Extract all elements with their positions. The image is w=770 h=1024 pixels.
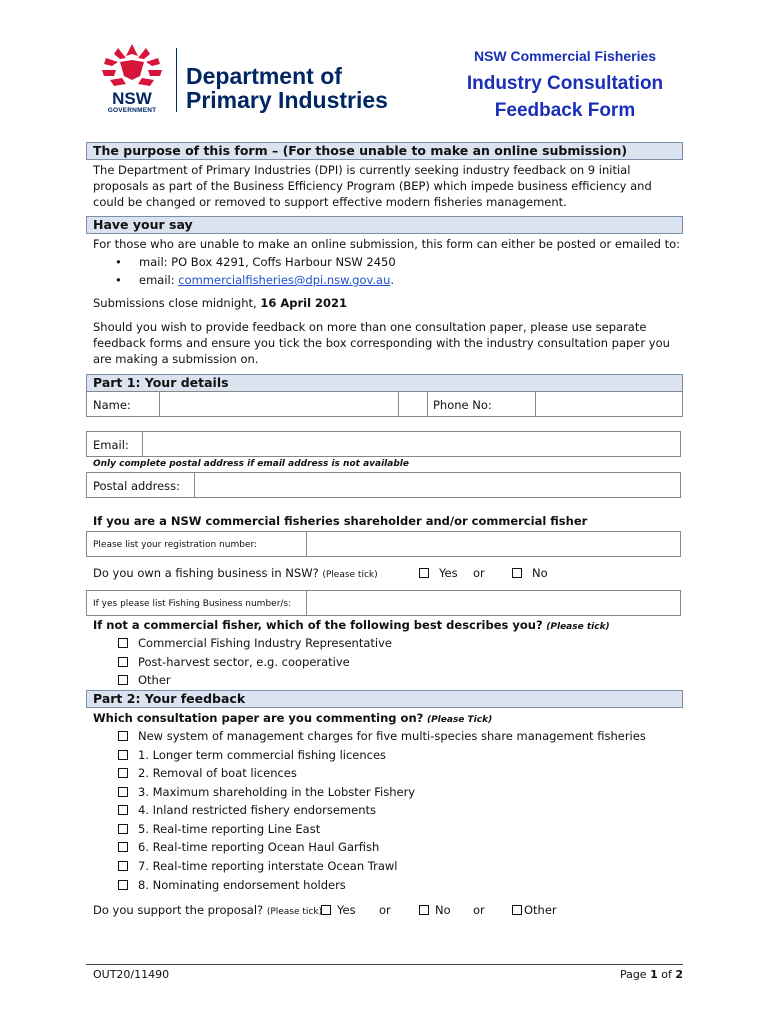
- support-question: Do you support the proposal?: [93, 903, 264, 917]
- checkbox-icon[interactable]: [118, 880, 128, 890]
- bullet-icon: •: [115, 255, 122, 269]
- bullet-icon: •: [115, 273, 122, 287]
- which-paper-please-tick: (Please Tick): [426, 715, 493, 725]
- have-your-say-heading: Have your say: [86, 216, 683, 234]
- purpose-heading: The purpose of this form – (For those unable to make an online submission): [86, 142, 683, 160]
- support-row: [93, 903, 683, 919]
- footer-code: OUT20/11490: [93, 968, 170, 981]
- checkbox-icon[interactable]: [118, 731, 128, 741]
- own-business-or: or: [473, 566, 485, 580]
- paper-option-6[interactable]: 6. Real-time reporting Ocean Haul Garfish: [118, 840, 379, 854]
- postal-label: Postal address:: [93, 479, 181, 493]
- paper-option-2[interactable]: 2. Removal of boat licences: [118, 766, 297, 780]
- registration-row: [86, 531, 681, 557]
- paper-option-8[interactable]: 8. Nominating endorsement holders: [118, 878, 346, 892]
- which-paper-line: [93, 711, 492, 725]
- email-link[interactable]: commercialfisheries@dpi.nsw.gov.au: [178, 273, 391, 287]
- checkbox-icon[interactable]: [512, 568, 522, 578]
- multi-feedback-text: Should you wish to provide feedback on more than one consultation paper, please use separate feedback forms and ensure you tick the box corresponding with the industry consultation paper you are making a submission on.: [93, 320, 670, 366]
- paper-option-1[interactable]: 1. Longer term commercial fishing licences: [118, 748, 386, 762]
- support-yes[interactable]: Yes: [321, 903, 356, 917]
- option-post-harvest[interactable]: Post-harvest sector, e.g. cooperative: [118, 655, 350, 669]
- purpose-text: The Department of Primary Industries (DPI) is currently seeking industry feedback on 9 initial proposals as part of the Business Efficiency Program (BEP) which impede business efficiency and could be changed or removed to support effective modern fisheries management.: [93, 163, 652, 209]
- support-please-tick: (Please tick): [266, 907, 323, 917]
- name-label: Name:: [93, 398, 131, 412]
- logo-nsw-text: NSW: [112, 89, 152, 108]
- checkbox-icon[interactable]: [512, 905, 522, 915]
- checkbox-icon[interactable]: [419, 905, 429, 915]
- checkbox-icon[interactable]: [118, 750, 128, 760]
- support-or-1: or: [379, 903, 391, 917]
- dept-line1: Department of: [186, 63, 342, 89]
- own-business-question: Do you own a fishing business in NSW?: [93, 566, 319, 580]
- mail-address: mail: PO Box 4291, Coffs Harbour NSW 2450: [139, 255, 396, 269]
- registration-input[interactable]: [307, 532, 680, 556]
- checkbox-icon[interactable]: [118, 787, 128, 797]
- name-input[interactable]: [160, 392, 398, 416]
- form-title-line1: Industry Consultation: [466, 73, 664, 94]
- name-phone-row: [86, 391, 683, 417]
- support-or-2: or: [473, 903, 485, 917]
- bullet-email: [115, 273, 394, 287]
- email-suffix: .: [390, 273, 395, 287]
- logo-government-text: GOVERNMENT: [107, 107, 157, 114]
- checkbox-icon[interactable]: [118, 768, 128, 778]
- fishing-business-input[interactable]: [307, 591, 680, 615]
- fishing-business-row: [86, 590, 681, 616]
- checkbox-icon[interactable]: [118, 638, 128, 648]
- postal-row: [86, 472, 681, 498]
- paper-option-4[interactable]: 4. Inland restricted fishery endorsements: [118, 803, 376, 817]
- postal-input[interactable]: [195, 473, 680, 497]
- option-other[interactable]: Other: [118, 673, 171, 687]
- checkbox-icon[interactable]: [118, 675, 128, 685]
- checkbox-icon[interactable]: [321, 905, 331, 915]
- part1-heading: Part 1: Your details: [86, 374, 683, 392]
- part2-heading: Part 2: Your feedback: [86, 690, 683, 708]
- checkbox-icon[interactable]: [118, 842, 128, 852]
- close-prefix: Submissions close midnight,: [93, 296, 261, 310]
- paper-option-3[interactable]: 3. Maximum shareholding in the Lobster Fishery: [118, 785, 415, 799]
- checkbox-icon[interactable]: [118, 805, 128, 815]
- email-prefix: email:: [139, 273, 179, 287]
- not-fisher-question-line: [93, 618, 610, 632]
- own-business-row: [93, 566, 683, 582]
- submission-intro: For those who are unable to make an online submission, this form can either be posted or emailed to:: [93, 237, 681, 251]
- not-fisher-please-tick: (Please tick): [546, 622, 610, 632]
- email-label: Email:: [93, 438, 129, 452]
- page-number: Page 1 of 2: [619, 968, 683, 981]
- shareholder-heading: If you are a NSW commercial fisheries shareholder and/or commercial fisher: [93, 514, 588, 528]
- paper-option-5[interactable]: 5. Real-time reporting Line East: [118, 822, 320, 836]
- paper-option-7[interactable]: 7. Real-time reporting interstate Ocean Trawl: [118, 859, 398, 873]
- nsw-logo: [96, 42, 168, 114]
- form-title: [430, 70, 700, 124]
- postal-note: Only complete postal address if email address is not available: [93, 459, 409, 469]
- support-no[interactable]: No: [419, 903, 451, 917]
- bullet-mail: [115, 255, 396, 269]
- close-line: [93, 295, 683, 311]
- checkbox-icon[interactable]: [419, 568, 429, 578]
- close-date: 16 April 2021: [260, 296, 348, 310]
- logo-divider: [176, 48, 177, 112]
- checkbox-icon[interactable]: [118, 824, 128, 834]
- own-business-yes[interactable]: Yes: [419, 566, 458, 580]
- phone-label: Phone No:: [433, 398, 492, 412]
- own-business-please-tick: (Please tick): [322, 570, 378, 580]
- phone-input[interactable]: [536, 392, 682, 416]
- dept-line2: Primary Industries: [186, 87, 388, 113]
- waratah-icon: [96, 42, 168, 90]
- fishing-business-label: If yes please list Fishing Business number/s:: [93, 599, 292, 609]
- dept-name: [186, 64, 388, 112]
- registration-label: Please list your registration number:: [93, 540, 258, 550]
- which-paper-question: Which consultation paper are you commenting on?: [93, 711, 424, 725]
- email-row: [86, 431, 681, 457]
- checkbox-icon[interactable]: [118, 657, 128, 667]
- support-other[interactable]: Other: [512, 903, 557, 917]
- checkbox-icon[interactable]: [118, 861, 128, 871]
- email-input[interactable]: [143, 432, 680, 456]
- form-title-line2: Feedback Form: [494, 100, 636, 121]
- footer-rule: [86, 964, 683, 965]
- not-fisher-question: If not a commercial fisher, which of the following best describes you?: [93, 618, 543, 632]
- own-business-no[interactable]: No: [512, 566, 548, 580]
- org-name: NSW Commercial Fisheries: [473, 48, 657, 64]
- paper-option-0[interactable]: New system of management charges for five multi-species share management fisheries: [118, 729, 646, 743]
- option-industry-rep[interactable]: Commercial Fishing Industry Representative: [118, 636, 392, 650]
